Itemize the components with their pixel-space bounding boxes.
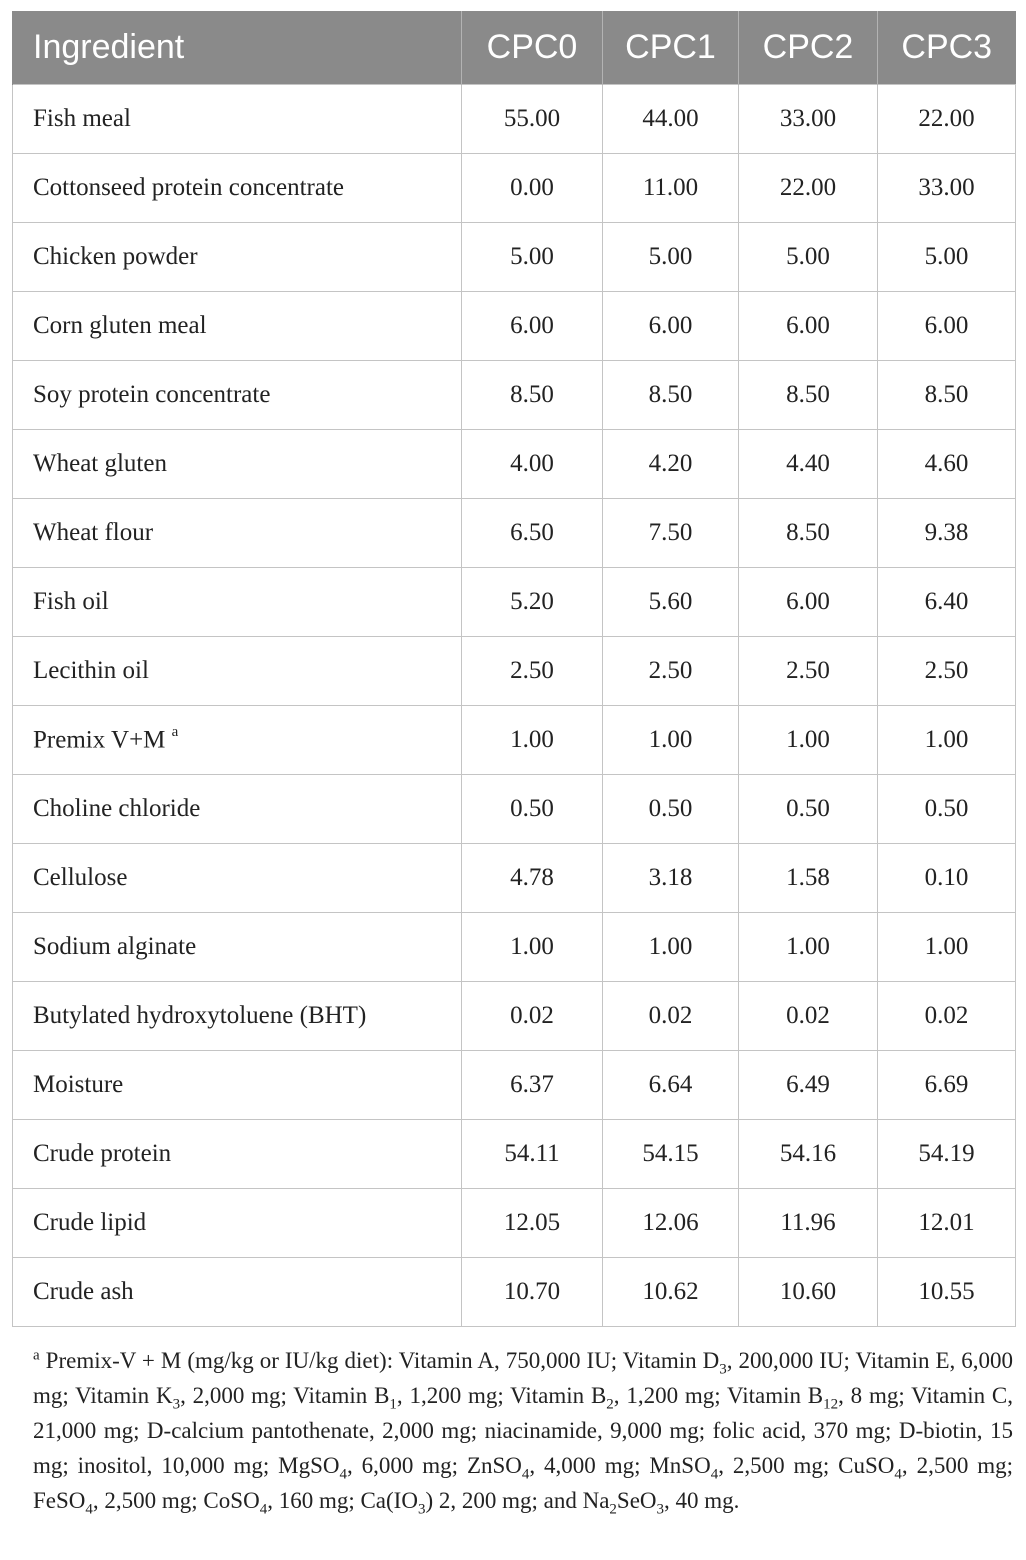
value-cell-cpc0: 0.50	[462, 775, 603, 844]
value-cell-cpc0: 4.78	[462, 844, 603, 913]
value-cell-cpc1: 1.00	[603, 913, 739, 982]
ingredient-name-cell	[13, 1258, 462, 1327]
value-cell-cpc1: 6.64	[603, 1051, 739, 1120]
footnote-text: , 200,000 IU; Vitamin E, 6,000 mg; Vitamin K	[33, 1348, 1013, 1408]
value-cell-cpc2: 1.58	[739, 844, 878, 913]
ingredient-name: Premix V+M	[33, 726, 166, 754]
ingredient-name: Sodium alginate	[33, 933, 197, 960]
footnote-text: , 1,200 mg; Vitamin B	[613, 1383, 824, 1408]
ingredient-name: Corn gluten meal	[33, 312, 207, 339]
ingredient-name-cell	[13, 292, 462, 361]
table-row	[13, 430, 1016, 499]
value-cell-cpc3: 2.50	[878, 637, 1016, 706]
header-cpc3: CPC3	[878, 11, 1016, 85]
ingredient-name: Soy protein concentrate	[33, 381, 271, 408]
ingredient-name-cell	[13, 361, 462, 430]
table-row	[13, 292, 1016, 361]
value-cell-cpc0: 4.00	[462, 430, 603, 499]
table-row	[13, 361, 1016, 430]
table-row	[13, 154, 1016, 223]
footnote-subscript: 4	[710, 1466, 719, 1483]
value-cell-cpc1: 7.50	[603, 499, 739, 568]
footnote-subscript: 2	[606, 1396, 614, 1413]
value-cell-cpc0: 6.50	[462, 499, 603, 568]
footnote-text: , 40 mg.	[664, 1488, 740, 1513]
footnote-subscript: 4	[521, 1466, 530, 1483]
ingredient-name-cell	[13, 430, 462, 499]
value-cell-cpc1: 10.62	[603, 1258, 739, 1327]
ingredient-name: Fish meal	[33, 105, 131, 132]
value-cell-cpc2: 2.50	[739, 637, 878, 706]
table-body	[13, 85, 1016, 1327]
footnote-text: , 6,000 mg; ZnSO	[347, 1453, 522, 1478]
value-cell-cpc2: 8.50	[739, 361, 878, 430]
value-cell-cpc0: 6.00	[462, 292, 603, 361]
header-row	[13, 11, 1016, 85]
value-cell-cpc0: 1.00	[462, 706, 603, 775]
value-cell-cpc0: 0.02	[462, 982, 603, 1051]
value-cell-cpc0: 54.11	[462, 1120, 603, 1189]
footnote-text: , 2,500 mg; CoSO	[92, 1488, 260, 1513]
ingredient-name-cell	[13, 1051, 462, 1120]
value-cell-cpc3: 0.02	[878, 982, 1016, 1051]
value-cell-cpc2: 1.00	[739, 913, 878, 982]
footnote-text: , 2,000 mg; Vitamin B	[180, 1383, 390, 1408]
value-cell-cpc3: 54.19	[878, 1120, 1016, 1189]
value-cell-cpc1: 54.15	[603, 1120, 739, 1189]
ingredient-name-cell	[13, 706, 462, 775]
header-ingredient: Ingredient	[13, 11, 462, 85]
value-cell-cpc2: 11.96	[739, 1189, 878, 1258]
value-cell-cpc3: 10.55	[878, 1258, 1016, 1327]
table-row	[13, 85, 1016, 154]
value-cell-cpc3: 22.00	[878, 85, 1016, 154]
ingredient-name: Lecithin oil	[33, 657, 149, 684]
value-cell-cpc2: 6.49	[739, 1051, 878, 1120]
value-cell-cpc0: 8.50	[462, 361, 603, 430]
footnote-text: Premix-V + M (mg/kg or IU/kg diet): Vitamin A, 750,000 IU; Vitamin D	[39, 1348, 720, 1373]
table-row	[13, 1189, 1016, 1258]
ingredient-name: Moisture	[33, 1071, 124, 1098]
value-cell-cpc3: 9.38	[878, 499, 1016, 568]
value-cell-cpc0: 2.50	[462, 637, 603, 706]
footnote-subscript: 2	[609, 1501, 617, 1518]
value-cell-cpc1: 44.00	[603, 85, 739, 154]
value-cell-cpc0: 10.70	[462, 1258, 603, 1327]
value-cell-cpc0: 0.00	[462, 154, 603, 223]
value-cell-cpc1: 5.60	[603, 568, 739, 637]
value-cell-cpc2: 5.00	[739, 223, 878, 292]
ingredient-name: Crude lipid	[33, 1209, 147, 1236]
ingredient-name: Fish oil	[33, 588, 109, 615]
table-row	[13, 568, 1016, 637]
ingredient-name-cell	[13, 982, 462, 1051]
ingredient-name-cell	[13, 1120, 462, 1189]
value-cell-cpc3: 1.00	[878, 706, 1016, 775]
value-cell-cpc2: 33.00	[739, 85, 878, 154]
ingredient-name: Crude ash	[33, 1278, 134, 1305]
header-cpc1: CPC1	[603, 11, 739, 85]
value-cell-cpc3: 12.01	[878, 1189, 1016, 1258]
value-cell-cpc0: 6.37	[462, 1051, 603, 1120]
ingredient-name: Choline chloride	[33, 795, 201, 822]
ingredient-name-cell	[13, 85, 462, 154]
value-cell-cpc0: 12.05	[462, 1189, 603, 1258]
footnote-text: SeO	[616, 1488, 657, 1513]
value-cell-cpc1: 3.18	[603, 844, 739, 913]
value-cell-cpc3: 5.00	[878, 223, 1016, 292]
value-cell-cpc3: 6.69	[878, 1051, 1016, 1120]
value-cell-cpc0: 55.00	[462, 85, 603, 154]
ingredient-name-cell	[13, 499, 462, 568]
table-row	[13, 706, 1016, 775]
table-row	[13, 1258, 1016, 1327]
value-cell-cpc2: 6.00	[739, 568, 878, 637]
value-cell-cpc2: 54.16	[739, 1120, 878, 1189]
value-cell-cpc2: 0.02	[739, 982, 878, 1051]
footnote-subscript: 3	[656, 1501, 665, 1518]
ingredient-name: Butylated hydroxytoluene (BHT)	[33, 1002, 367, 1029]
table-row	[13, 223, 1016, 292]
ingredient-name: Cottonseed protein concentrate	[33, 174, 344, 201]
value-cell-cpc3: 0.50	[878, 775, 1016, 844]
table-footnote	[33, 1343, 1013, 1518]
value-cell-cpc1: 8.50	[603, 361, 739, 430]
value-cell-cpc3: 4.60	[878, 430, 1016, 499]
value-cell-cpc2: 6.00	[739, 292, 878, 361]
value-cell-cpc2: 1.00	[739, 706, 878, 775]
value-cell-cpc3: 6.00	[878, 292, 1016, 361]
ingredient-name-cell	[13, 913, 462, 982]
footnote-subscript: 4	[259, 1501, 268, 1518]
value-cell-cpc3: 6.40	[878, 568, 1016, 637]
value-cell-cpc2: 10.60	[739, 1258, 878, 1327]
value-cell-cpc1: 0.02	[603, 982, 739, 1051]
table-header	[13, 11, 1016, 85]
header-cpc0: CPC0	[462, 11, 603, 85]
value-cell-cpc1: 12.06	[603, 1189, 739, 1258]
table-row	[13, 637, 1016, 706]
table-row	[13, 982, 1016, 1051]
value-cell-cpc3: 0.10	[878, 844, 1016, 913]
ingredient-name-cell	[13, 637, 462, 706]
footnote-text: ) 2, 200 mg; and Na	[425, 1488, 610, 1513]
footnote-marker: a	[171, 723, 179, 740]
footnote-text: , 8 mg; Vitamin C, 21,000 mg; D-calcium pantothenate, 2,000 mg; niacinamide, 9,000 mg; folic acid, 370 mg; D-biotin, 15 mg; inositol, 10,000 mg; MgSO	[33, 1383, 1013, 1478]
table-row	[13, 913, 1016, 982]
value-cell-cpc1: 4.20	[603, 430, 739, 499]
value-cell-cpc1: 11.00	[603, 154, 739, 223]
value-cell-cpc0: 5.00	[462, 223, 603, 292]
value-cell-cpc1: 0.50	[603, 775, 739, 844]
ingredient-name-cell	[13, 1189, 462, 1258]
ingredient-name-cell	[13, 223, 462, 292]
ingredient-name: Wheat flour	[33, 519, 154, 546]
value-cell-cpc1: 5.00	[603, 223, 739, 292]
value-cell-cpc1: 2.50	[603, 637, 739, 706]
table-row	[13, 844, 1016, 913]
table-row	[13, 1120, 1016, 1189]
footnote-text: , 2,500 mg; FeSO	[33, 1453, 1013, 1513]
value-cell-cpc2: 22.00	[739, 154, 878, 223]
ingredient-name-cell	[13, 775, 462, 844]
value-cell-cpc2: 8.50	[739, 499, 878, 568]
footnote-subscript: 1	[389, 1396, 397, 1413]
value-cell-cpc0: 1.00	[462, 913, 603, 982]
table-row	[13, 499, 1016, 568]
value-cell-cpc3: 8.50	[878, 361, 1016, 430]
footnote-subscript: 3	[719, 1361, 727, 1378]
footnote-subscript: 12	[823, 1396, 839, 1413]
value-cell-cpc2: 0.50	[739, 775, 878, 844]
footnote-text: , 1,200 mg; Vitamin B	[396, 1383, 607, 1408]
value-cell-cpc1: 1.00	[603, 706, 739, 775]
footnote-subscript: 3	[172, 1396, 181, 1413]
ingredient-name: Wheat gluten	[33, 450, 167, 477]
footnote-subscript: 3	[417, 1501, 426, 1518]
diet-table-container	[12, 11, 1015, 1327]
footnote-text: , 2,500 mg; CuSO	[718, 1453, 895, 1478]
diet-formulation-table	[12, 11, 1016, 1327]
value-cell-cpc1: 6.00	[603, 292, 739, 361]
value-cell-cpc0: 5.20	[462, 568, 603, 637]
footnote-text: , 4,000 mg; MnSO	[529, 1453, 711, 1478]
footnote-text: , 160 mg; Ca(IO	[267, 1488, 418, 1513]
value-cell-cpc2: 4.40	[739, 430, 878, 499]
header-cpc2: CPC2	[739, 11, 878, 85]
footnote-subscript: 4	[85, 1501, 93, 1518]
footnote-subscript: 4	[894, 1466, 902, 1483]
ingredient-name-cell	[13, 568, 462, 637]
value-cell-cpc3: 33.00	[878, 154, 1016, 223]
ingredient-name: Cellulose	[33, 864, 128, 891]
table-row	[13, 1051, 1016, 1120]
footnote-marker: a	[33, 1347, 40, 1364]
ingredient-name: Crude protein	[33, 1140, 172, 1167]
table-row	[13, 775, 1016, 844]
ingredient-name-cell	[13, 154, 462, 223]
ingredient-name: Chicken powder	[33, 243, 198, 270]
ingredient-name-cell	[13, 844, 462, 913]
value-cell-cpc3: 1.00	[878, 913, 1016, 982]
footnote-subscript: 4	[339, 1466, 347, 1483]
